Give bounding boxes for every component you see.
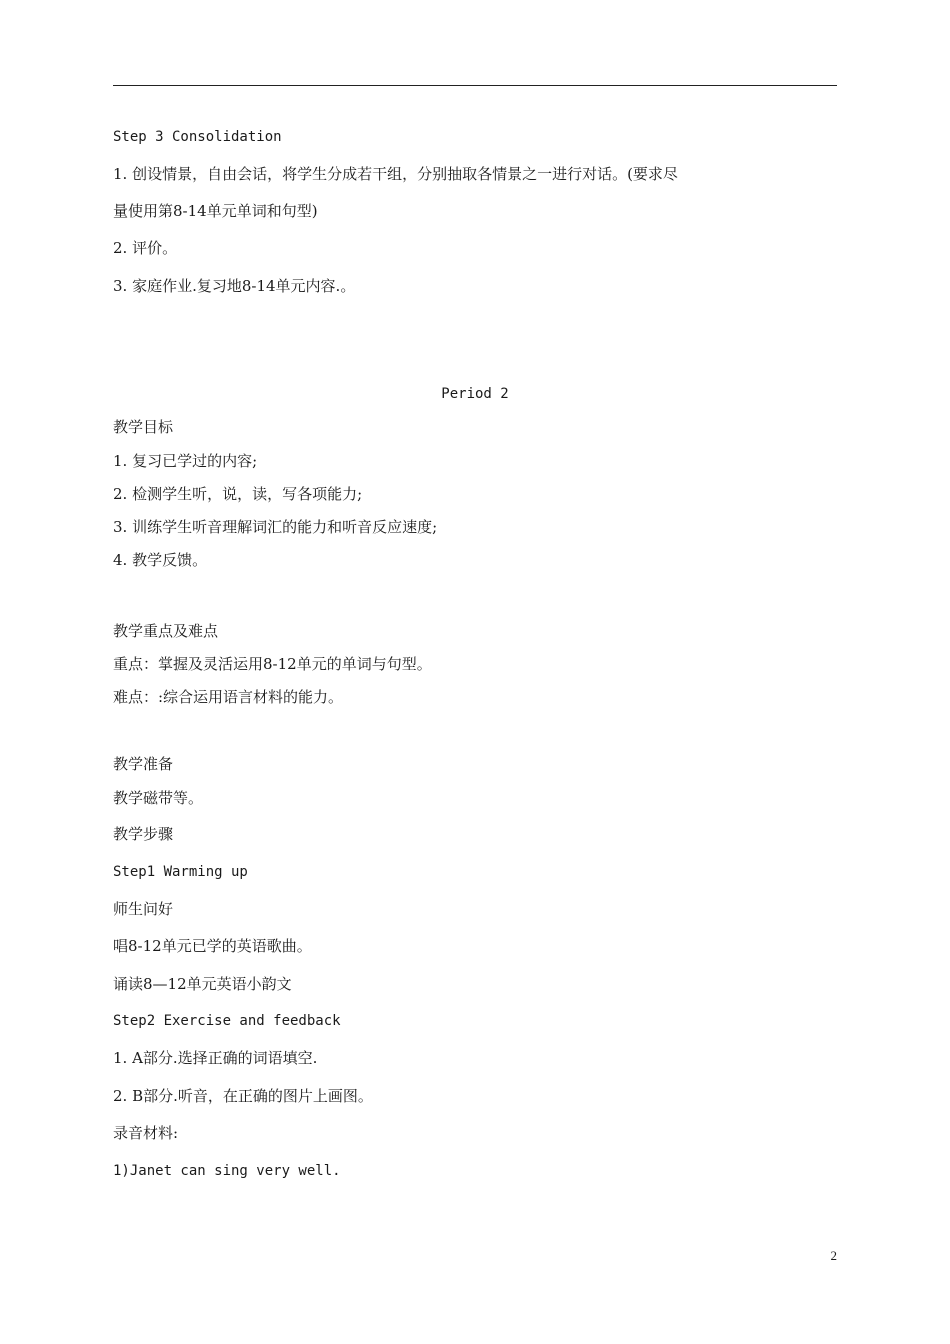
objective-1: 1. 复习已学过的内容; <box>113 452 258 470</box>
step3-item-2: 2. 评价。 <box>113 239 178 257</box>
step3-heading: Step 3 Consolidation <box>113 129 282 145</box>
step1-heading: Step1 Warming up <box>113 864 248 880</box>
step1-item-1: 师生问好 <box>113 900 174 918</box>
header-rule <box>113 85 837 86</box>
step2-item-2: 2. B部分.听音，在正确的图片上画图。 <box>113 1087 373 1105</box>
recording-heading: 录音材料: <box>113 1124 179 1142</box>
objectives-heading: 教学目标 <box>113 418 174 436</box>
difficult-point: 难点：:综合运用语言材料的能力。 <box>113 688 344 706</box>
procedure-heading: 教学步骤 <box>113 825 174 843</box>
preparation-text: 教学磁带等。 <box>113 789 204 807</box>
preparation-heading: 教学准备 <box>113 755 174 773</box>
period-title: Period 2 <box>441 386 509 402</box>
step2-heading: Step2 Exercise and feedback <box>113 1013 341 1029</box>
key-points-heading: 教学重点及难点 <box>113 622 219 640</box>
step3-item-3: 3. 家庭作业.复习地8-14单元内容.。 <box>113 277 356 295</box>
page-number: 2 <box>830 1248 837 1263</box>
key-point: 重点：掌握及灵活运用8-12单元的单词与句型。 <box>113 655 432 673</box>
recording-line-1: 1)Janet can sing very well. <box>113 1163 341 1179</box>
step1-item-2: 唱8-12单元已学的英语歌曲。 <box>113 937 312 955</box>
objective-4: 4. 教学反馈。 <box>113 551 208 569</box>
step2-item-1: 1. A部分.选择正确的词语填空. <box>113 1049 318 1067</box>
objective-3: 3. 训练学生听音理解词汇的能力和听音反应速度; <box>113 518 438 536</box>
step3-item-1-cont: 量使用第8-14单元单词和句型) <box>113 202 318 220</box>
objective-2: 2. 检测学生听，说，读，写各项能力; <box>113 485 363 503</box>
step3-item-1: 1. 创设情景，自由会话，将学生分成若干组，分别抽取各情景之一进行对话。(要求尽 <box>113 165 678 183</box>
step1-item-3: 诵读8—12单元英语小韵文 <box>113 975 292 993</box>
